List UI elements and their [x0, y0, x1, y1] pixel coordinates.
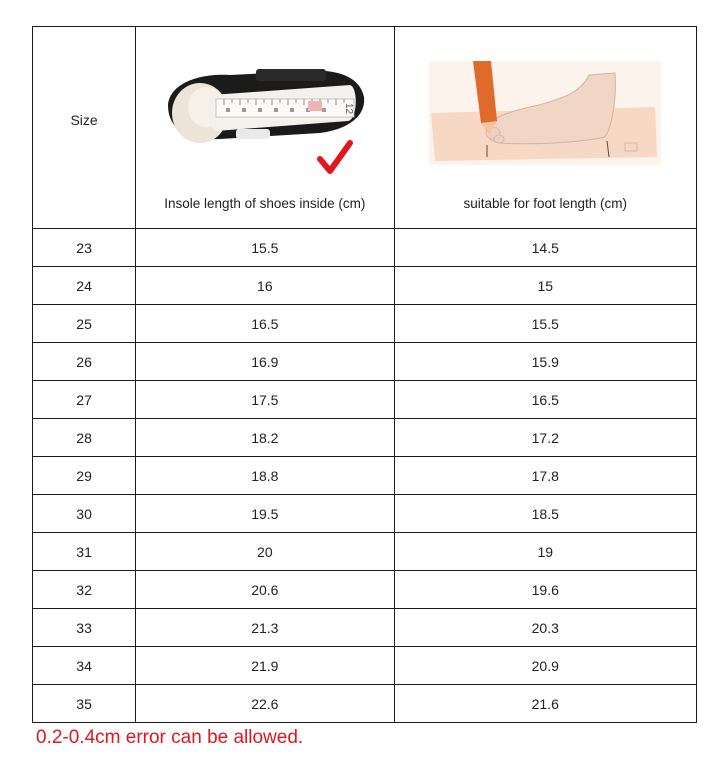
size-header-cell — [33, 27, 136, 229]
foot-length-cell: 16.5 — [394, 381, 696, 419]
size-cell: 27 — [33, 381, 136, 419]
table-row — [33, 495, 697, 533]
size-header-label: Size — [70, 111, 98, 128]
table-row — [33, 343, 697, 381]
foot-length-cell: 17.8 — [394, 457, 696, 495]
table-row — [33, 571, 697, 609]
foot-length-cell: 17.2 — [394, 419, 696, 457]
size-cell: 30 — [33, 495, 136, 533]
insole-length-cell: 18.8 — [136, 457, 394, 495]
size-cell: 23 — [33, 229, 136, 267]
foot-measure-image — [429, 61, 661, 165]
insole-length-cell: 18.2 — [136, 419, 394, 457]
size-cell: 28 — [33, 419, 136, 457]
size-cell: 29 — [33, 457, 136, 495]
table-row — [33, 381, 697, 419]
ruler-digits: 12 — [342, 103, 354, 115]
insole-length-cell: 16.5 — [136, 305, 394, 343]
foot-header-label: suitable for foot length (cm) — [463, 196, 628, 211]
foot-length-cell: 15 — [394, 267, 696, 305]
foot-length-cell: 20.9 — [394, 647, 696, 685]
foot-length-cell: 14.5 — [394, 229, 696, 267]
size-cell: 35 — [33, 685, 136, 723]
table-row — [33, 533, 697, 571]
foot-length-cell: 19 — [394, 533, 696, 571]
insole-length-cell: 20 — [136, 533, 394, 571]
insole-length-cell: 19.5 — [136, 495, 394, 533]
insole-length-cell: 15.5 — [136, 229, 394, 267]
insole-length-cell: 16 — [136, 267, 394, 305]
size-cell: 26 — [33, 343, 136, 381]
table-row — [33, 267, 697, 305]
table-header-row — [33, 27, 697, 229]
table-row — [33, 457, 697, 495]
table-row — [33, 419, 697, 457]
size-cell: 25 — [33, 305, 136, 343]
foot-length-cell: 20.3 — [394, 609, 696, 647]
foot-length-cell: 19.6 — [394, 571, 696, 609]
insole-length-cell: 17.5 — [136, 381, 394, 419]
insole-length-cell: 20.6 — [136, 571, 394, 609]
shoe-insole-measure-image — [160, 47, 370, 187]
insole-header-label: Insole length of shoes inside (cm) — [164, 196, 366, 211]
insole-length-cell: 21.3 — [136, 609, 394, 647]
insole-header-cell — [136, 27, 394, 229]
size-cell: 31 — [33, 533, 136, 571]
table-row — [33, 647, 697, 685]
insole-length-cell: 21.9 — [136, 647, 394, 685]
foot-length-cell: 15.9 — [394, 343, 696, 381]
size-cell: 32 — [33, 571, 136, 609]
size-cell: 33 — [33, 609, 136, 647]
foot-length-cell: 18.5 — [394, 495, 696, 533]
size-cell: 24 — [33, 267, 136, 305]
checkmark-icon — [320, 143, 350, 171]
table-row — [33, 305, 697, 343]
foot-header-cell — [394, 27, 696, 229]
size-chart-table — [32, 26, 697, 723]
foot-length-cell: 15.5 — [394, 305, 696, 343]
insole-length-cell: 22.6 — [136, 685, 394, 723]
table-row — [33, 229, 697, 267]
insole-length-cell: 16.9 — [136, 343, 394, 381]
table-row — [33, 685, 697, 723]
foot-length-cell: 21.6 — [394, 685, 696, 723]
tolerance-note: 0.2-0.4cm error can be allowed. — [36, 727, 304, 748]
size-cell: 34 — [33, 647, 136, 685]
table-row — [33, 609, 697, 647]
